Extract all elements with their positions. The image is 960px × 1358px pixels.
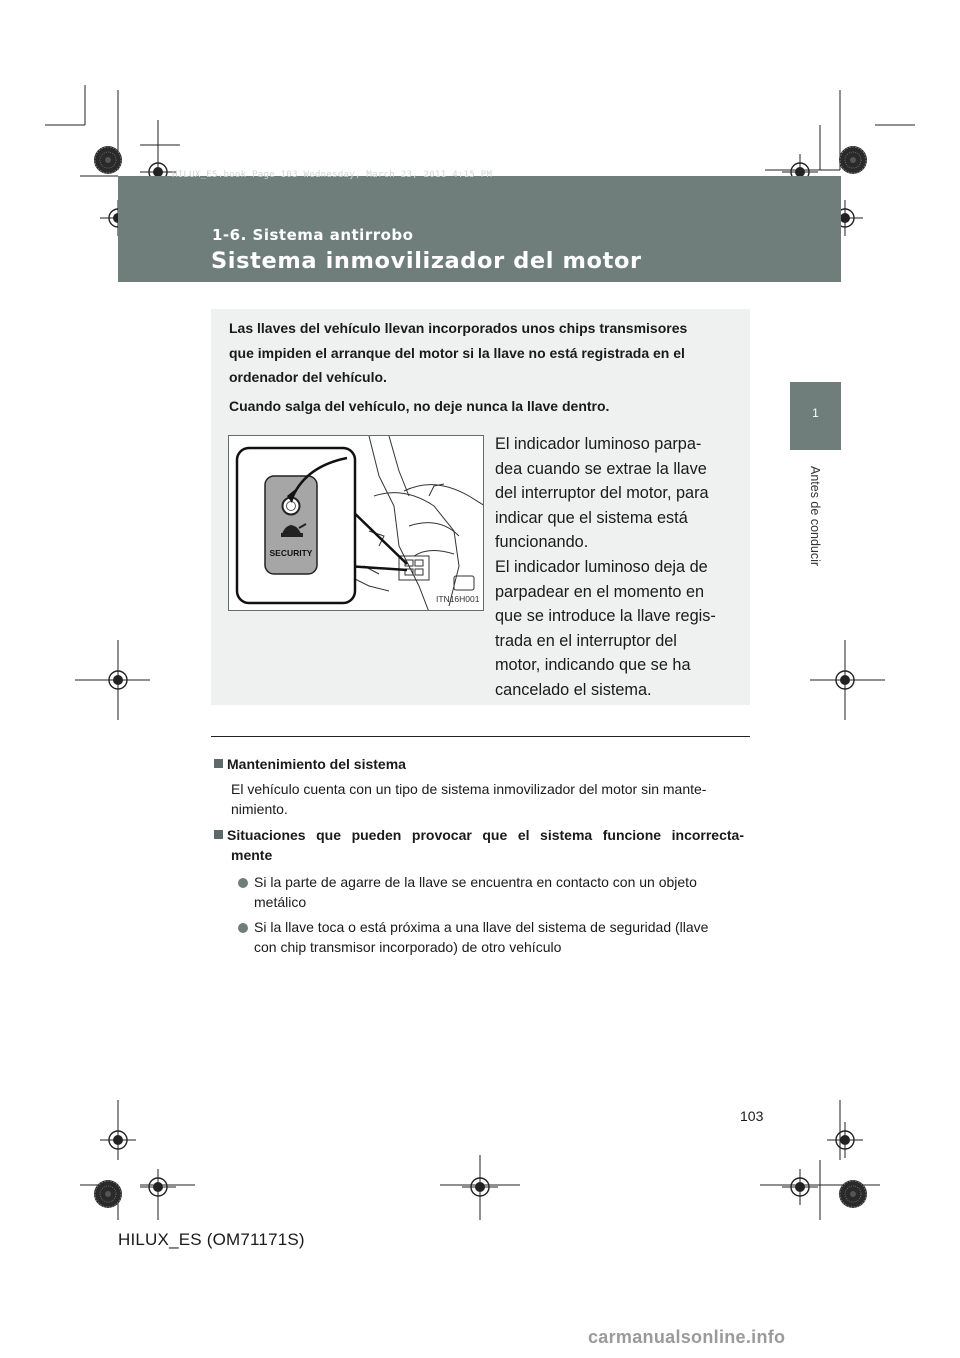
figure-code: ITN16H001 bbox=[436, 594, 480, 604]
section-divider bbox=[211, 736, 750, 737]
description-line: trada en el interruptor del bbox=[495, 631, 677, 650]
chapter-tab-label: Antes de conducir bbox=[808, 466, 822, 567]
intro-line: ordenador del vehículo. bbox=[229, 369, 387, 385]
maintenance-text: El vehículo cuenta con un tipo de sistema inmovilizador del motor sin mante- nimiento. bbox=[231, 781, 707, 817]
security-button-label: SECURITY bbox=[269, 548, 313, 558]
malfunction-heading: Situaciones que pueden provocar que el sistema funcione incorrecta- mente bbox=[214, 825, 744, 865]
description-line: del interruptor del motor, para bbox=[495, 484, 709, 502]
footer-model-code: HILUX_ES (OM71171S) bbox=[118, 1230, 305, 1249]
description-line: dea cuando se extrae la llave bbox=[495, 459, 707, 478]
malfunction-bullet: Si la llave toca o está próxima a una llave del sistema de seguridad (llave con chip transmisor incorporado) de otro vehículo bbox=[238, 917, 743, 957]
malfunction-bullet: Si la parte de agarre de la llave se encuentra en contacto con un objeto metálico bbox=[238, 872, 743, 912]
square-bullet-icon bbox=[214, 759, 223, 768]
intro-warning: Cuando salga del vehículo, no deje nunca la llave dentro. bbox=[229, 398, 610, 414]
description-line: El indicador luminoso deja de bbox=[495, 558, 708, 576]
indicator-description bbox=[495, 432, 728, 555]
book-info-line: HILUX_ES.book Page 103 Wednesday, March 23, 2011 4:15 PM bbox=[172, 170, 493, 180]
page-number: 103 bbox=[740, 1108, 764, 1124]
description-line: parpadear en el momento en bbox=[495, 582, 705, 601]
description-line: funcionando. bbox=[495, 533, 589, 551]
section-heading: 1-6. Sistema antirrobo bbox=[212, 226, 414, 244]
security-indicator-illustration bbox=[228, 435, 484, 611]
cancel-description bbox=[495, 555, 728, 702]
description-line: que se introduce la llave regis- bbox=[495, 607, 716, 625]
round-bullet-icon bbox=[238, 923, 248, 933]
maintenance-heading: Mantenimiento del sistema bbox=[214, 754, 406, 774]
round-bullet-icon bbox=[238, 878, 248, 888]
intro-line: que impiden el arranque del motor si la llave no está registrada en el bbox=[229, 345, 685, 361]
description-line: motor, indicando que se ha bbox=[495, 656, 691, 674]
dashboard-drawing bbox=[229, 436, 484, 611]
site-watermark: carmanualsonline.info bbox=[588, 1327, 786, 1347]
description-line: El indicador luminoso parpa- bbox=[495, 435, 702, 453]
intro-line: Las llaves del vehículo llevan incorporados unos chips transmisores bbox=[229, 320, 688, 336]
square-bullet-icon bbox=[214, 830, 223, 839]
description-line: cancelado el sistema. bbox=[495, 680, 652, 699]
description-line: indicar que el sistema está bbox=[495, 508, 688, 527]
page-title: Sistema inmovilizador del motor bbox=[211, 248, 642, 274]
chapter-tab-number: 1 bbox=[812, 406, 819, 420]
